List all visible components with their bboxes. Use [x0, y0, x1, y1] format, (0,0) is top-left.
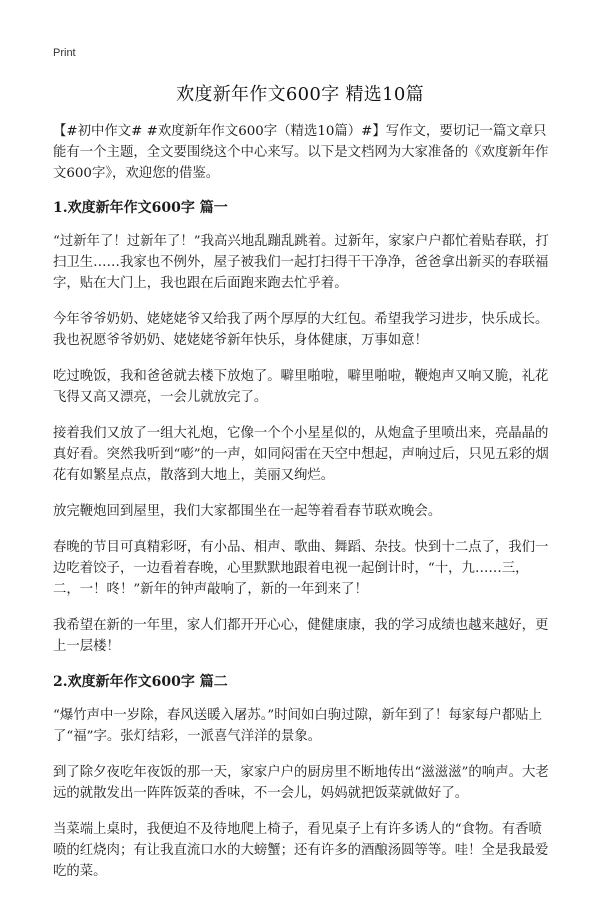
section-1	[53, 198, 551, 657]
paragraph: “过新年了！过新年了！”我高兴地乱蹦乱跳着。过新年，家家户户都忙着贴春联，打扫卫生……我家也不例外，屋子被我们一起打扫得干干净净，爸爸拿出新买的春联福字，贴在大门上，我也跟在后面跑来跑去忙乎着。	[53, 234, 549, 291]
section-heading: 2.欢度新年作文600字 篇二	[53, 674, 228, 690]
paragraph: 春晚的节目可真精彩呀，有小品、相声、歌曲、舞蹈、杂技。快到十二点了，我们一边吃着饺子，一边看着春晚，心里默默地跟着电视一起倒计时，“十，九……三，二，一！咚！”新年的钟声敲响了，新的一年到来了！	[53, 540, 549, 597]
section-heading: 1.欢度新年作文600字 篇一	[53, 200, 228, 216]
paragraph: 吃过晚饭，我和爸爸就去楼下放炮了。噼里啪啦，噼里啪啦，鞭炮声又响又脆，礼花飞得又高又漂亮，一会儿就放完了。	[53, 369, 549, 405]
paragraph: 我希望在新的一年里，家人们都开开心心，健健康康，我的学习成绩也越来越好，更上一层楼！	[53, 618, 549, 654]
paragraph: 今年爷爷奶奶、姥姥姥爷又给我了两个厚厚的大红包。希望我学习进步，快乐成长。我也祝愿爷爷奶奶、姥姥姥爷新年快乐，身体健康，万事如意！	[53, 312, 549, 348]
paragraph: 当菜端上桌时，我便迫不及待地爬上椅子，看见桌子上有许多诱人的“食物。有香喷喷的红烧肉；有让我直流口水的大螃蟹；还有许多的酒酿汤圆等等。哇！全是我最爱吃的菜。	[53, 822, 549, 879]
intro-paragraph: 【#初中作文# #欢度新年作文600字（精选10篇）#】写作文，要切记一篇文章只能有一个主题，全文要围绕这个中心来写。以下是文档网为大家准备的《欢度新年作文600字》，欢迎您的借鉴。	[53, 124, 549, 181]
document-title: 欢度新年作文600字 精选10篇	[176, 84, 424, 105]
document-body	[53, 121, 551, 897]
paragraph: “爆竹声中一岁除，春风送暖入屠苏。”时间如白驹过隙，新年到了！每家每户都贴上了“福”字。张灯结彩，一派喜气洋洋的景象。	[53, 708, 543, 744]
paragraph: 到了除夕夜吃年夜饭的那一天，家家户户的厨房里不断地传出“滋滋滋”的响声。大老远的就散发出一阵阵饭菜的香味，不一会儿，妈妈就把饭菜就做好了。	[53, 765, 549, 801]
paragraph: 接着我们又放了一组大礼炮，它像一个个小星星似的，从炮盒子里喷出来，亮晶晶的真好看。突然我听到“嘭”的一声，如同闷雷在天空中想起，声响过后，只见五彩的烟花有如繁星点点，散落到大地上，美丽又绚烂。	[53, 426, 549, 483]
print-label[interactable]: Print	[53, 47, 76, 59]
paragraph: 放完鞭炮回到屋里，我们大家都围坐在一起等着看春节联欢晚会。	[53, 504, 442, 519]
section-2	[53, 672, 551, 882]
